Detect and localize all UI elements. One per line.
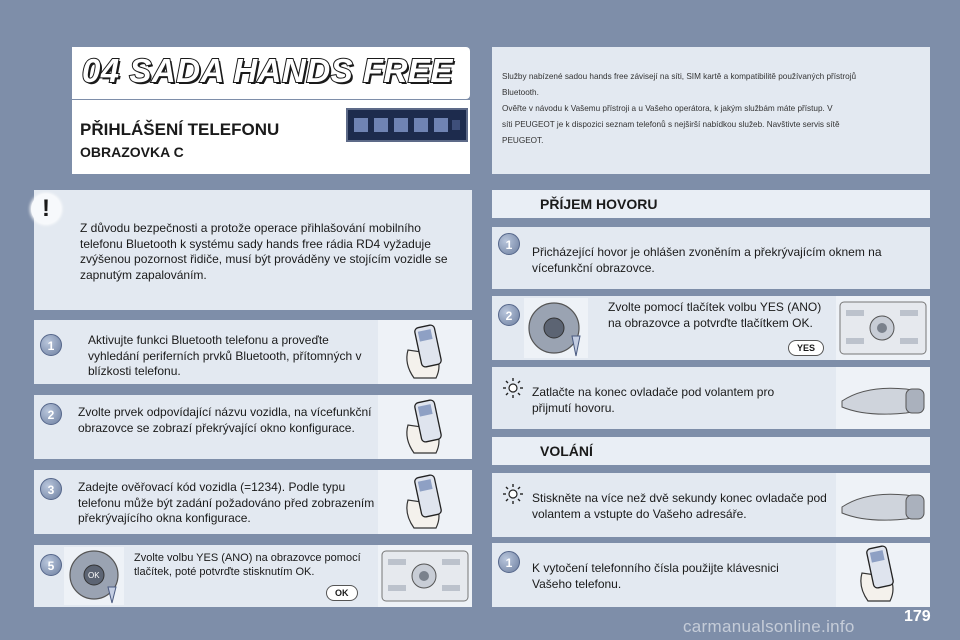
step-item: [492, 296, 930, 360]
step-item: [34, 545, 472, 607]
step-number: 3: [40, 478, 62, 500]
intro-line: Služby nabízené sadou hands free závisejí na síti, SIM kartě a kompatibilitě používaných přístrojů: [502, 72, 857, 81]
section-heading: [72, 100, 470, 174]
step-text: Zvolte pomocí tlačítek volbu YES (ANO) na obrazovce a potvrďte tlačítkem OK.: [608, 300, 822, 330]
intro-line: PEUGEOT.: [502, 136, 544, 145]
tip-text: Zatlačte na konec ovladače pod volantem pro přijmutí hovoru.: [532, 385, 775, 415]
step-text: Aktivujte funkci Bluetooth telefonu a proveďte vyhledání periferních prvků Bluetooth, přítomných v blízkosti telefonu.: [88, 333, 362, 378]
step-number: 1: [498, 233, 520, 255]
step-text: Zvolte volbu YES (ANO) na obrazovce pomocí tlačítek, poté potvrďte stisknutím OK.: [134, 552, 361, 578]
control-pad-image: [64, 547, 124, 605]
intro-line: Ověřte v návodu k Vašemu přístroji a u Vašeho operátora, k jakým službám máte přístup. V: [502, 104, 833, 113]
step-number: 5: [40, 554, 62, 576]
step-text: Zadejte ověřovací kód vozidla (=1234). Podle typu telefonu může být zadání požadováno před zobrazením překrývajícího okna konfigurace.: [78, 480, 375, 525]
call-heading-text: VOLÁNÍ: [540, 443, 593, 459]
tip-item: [492, 367, 930, 429]
ok-badge: OK: [326, 585, 358, 601]
screen-label: OBRAZOVKA C: [80, 144, 184, 160]
step-item: [34, 320, 472, 384]
step-item: [34, 395, 472, 459]
step-text: Zvolte prvek odpovídající názvu vozidla, na vícefunkční obrazovce se zobrazí překrývající okno konfigurace.: [78, 405, 372, 435]
section-title: PŘIHLÁŠENÍ TELEFONU: [80, 120, 280, 139]
tip-sun-icon: [502, 377, 524, 399]
steering-stalk-image: [836, 473, 930, 537]
control-pad-image: [524, 298, 588, 358]
phone-hand-image: [378, 470, 472, 534]
phone-hand-image: [378, 320, 472, 384]
step-item: [492, 543, 930, 607]
step-text: Přicházející hovor je ohlášen zvoněním a překrývajícím oknem na vícefunkční obrazovce.: [532, 245, 882, 275]
display-screen-image: [346, 108, 468, 142]
receive-heading: [492, 190, 930, 218]
intro-line: síti PEUGEOT je k dispozici seznam telefonů s nejširší nabídkou služeb. Navštivte servis sítě: [502, 120, 840, 129]
page-number: 179: [904, 608, 931, 625]
steering-stalk-image: [836, 367, 930, 429]
phone-hand-image: [378, 395, 472, 459]
warning-text: Z důvodu bezpečnosti a protože operace přihlašování mobilního telefonu Bluetooth k systému sady hands free rádia RD4 vyžaduje zvýšenou pozornost řidiče, musí být prováděny ve stojícím vozidle se zapnutým zapalováním.: [80, 221, 448, 282]
radio-panel-image: [836, 296, 930, 360]
receive-heading-text: PŘÍJEM HOVORU: [540, 196, 658, 212]
step-number: 1: [498, 551, 520, 573]
step-number: 2: [498, 304, 520, 326]
step-number: 1: [40, 334, 62, 356]
svg-text:OK: OK: [88, 571, 100, 580]
step-text: K vytočení telefonního čísla použijte klávesnici Vašeho telefonu.: [532, 561, 779, 591]
warning-box: [34, 190, 472, 310]
call-heading: [492, 437, 930, 465]
tip-sun-icon: [502, 483, 524, 505]
yes-badge: YES: [788, 340, 824, 356]
step-number: 2: [40, 403, 62, 425]
step-item: [34, 470, 472, 534]
radio-panel-image: [378, 545, 472, 607]
title-bar: [72, 47, 470, 99]
exclamation-icon: !: [31, 194, 61, 224]
tip-text: Stiskněte na více než dvě sekundy konec ovladače pod volantem a vstupte do Vašeho adresáře.: [532, 491, 827, 521]
tip-item: [492, 473, 930, 537]
step-item: [492, 227, 930, 289]
watermark: carmanualsonline.info: [683, 617, 855, 636]
page-title: 04 SADA HANDS FREE: [82, 52, 453, 89]
phone-hand-image: [836, 543, 930, 607]
intro-text: [492, 47, 930, 174]
intro-line: Bluetooth.: [502, 88, 539, 97]
